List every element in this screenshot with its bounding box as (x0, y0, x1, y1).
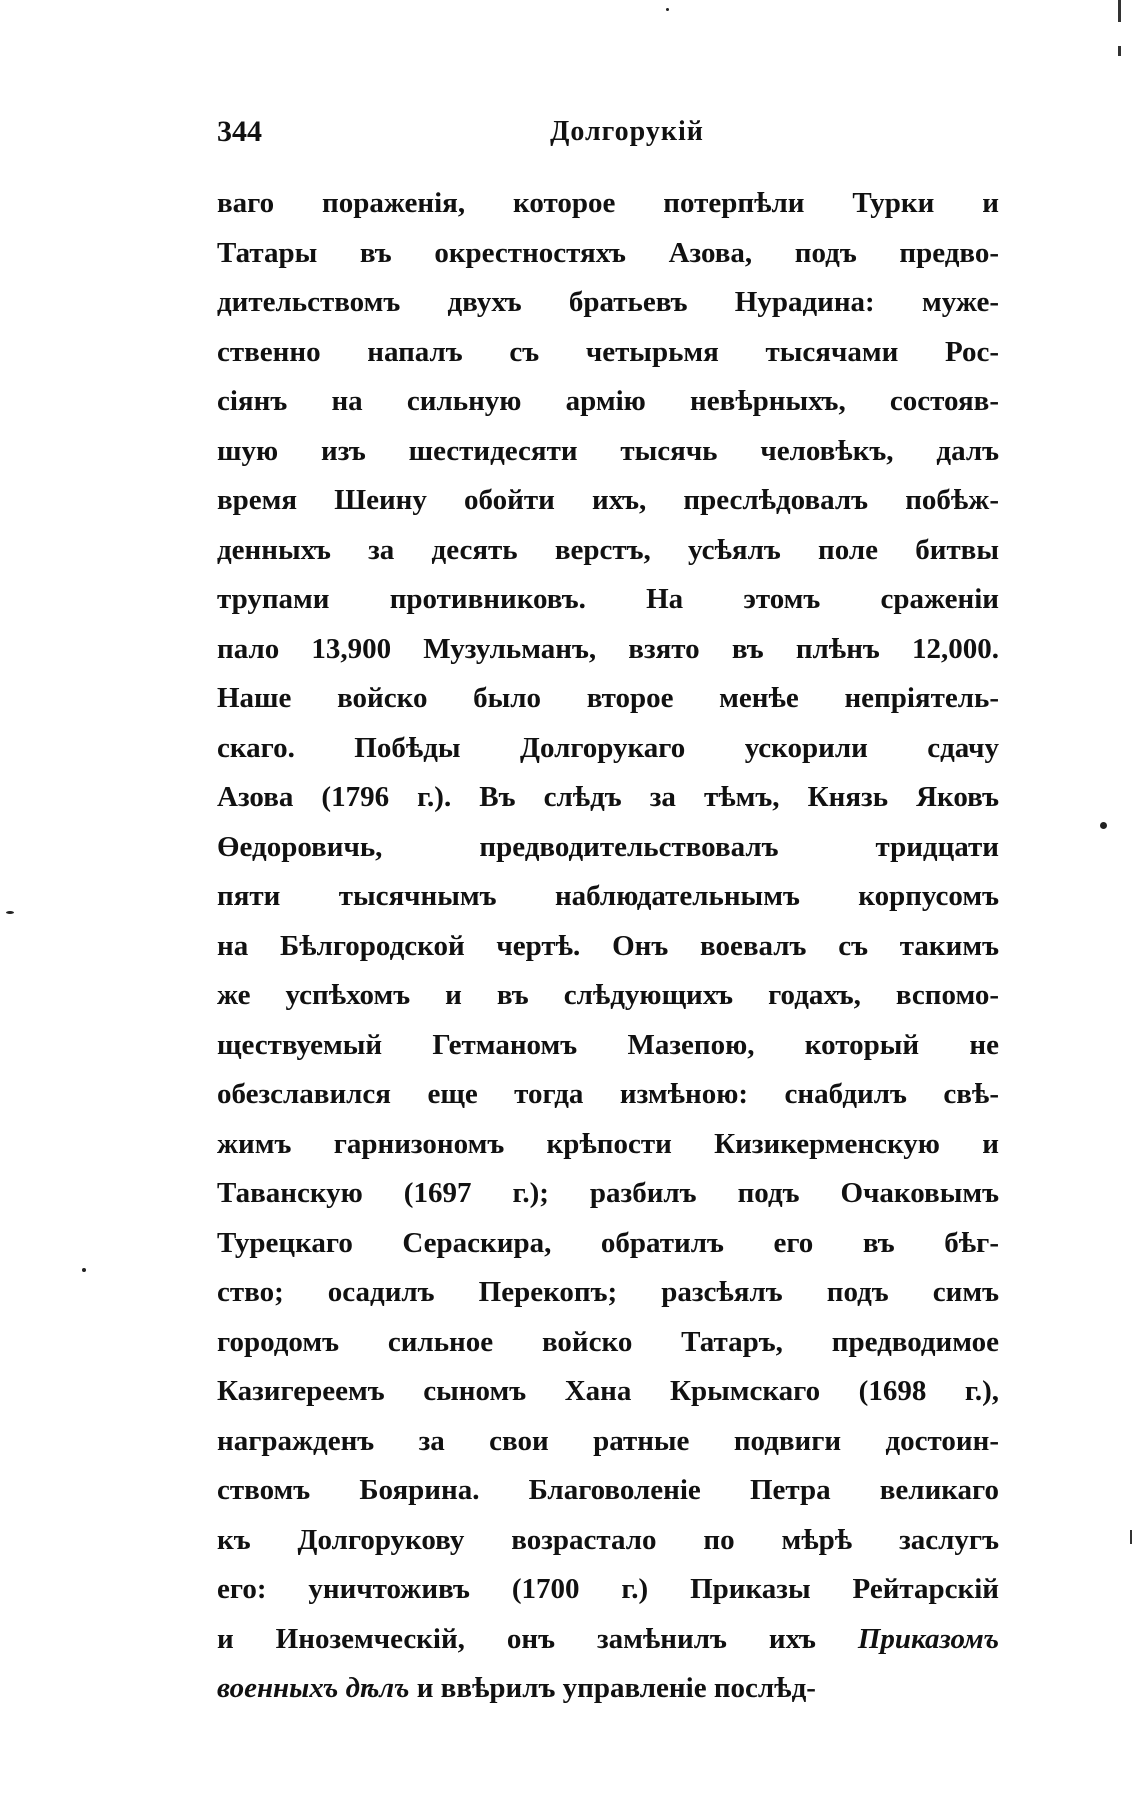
text-line: ществуемый Гетманомъ Мазепою, который не (217, 1028, 999, 1061)
text-line: ственно напалъ съ четырьмя тысячами Рос- (217, 335, 999, 368)
text-line: жимъ гарнизономъ крѣпости Кизикерменскую и (217, 1127, 999, 1160)
text-line: къ Долгорукову возрастало по мѣрѣ заслугъ (217, 1523, 999, 1556)
text-line: ваго пораженія, которое потерпѣли Турки и (217, 187, 999, 219)
text-line: Казигереемъ сыномъ Хана Крымскаго (1698 г.), (217, 1375, 999, 1407)
text-line: пало 13,900 Музульманъ, взято въ плѣнъ 12,000. (217, 632, 999, 665)
text-line: Турецкаго Сераскира, обратилъ его въ бѣг- (217, 1226, 999, 1259)
scan-speck (6, 911, 14, 914)
scan-edge-mark (1118, 0, 1121, 22)
text-line-mixed (217, 1664, 999, 1714)
page-number: 344 (217, 115, 262, 148)
text-line: Азова (1796 г.). Въ слѣдъ за тѣмъ, Князь Яковъ (217, 781, 999, 813)
italic-segment: Приказомъ (857, 1622, 999, 1655)
scan-speck (82, 1268, 86, 1272)
scan-speck (1100, 822, 1107, 829)
text-line: Өедоровичь, предводительствовалъ тридцати (217, 830, 999, 863)
text-line: награжденъ за свои ратные подвиги достоин- (217, 1424, 999, 1457)
text-line: Таванскую (1697 г.); разбилъ подъ Очаковымъ (217, 1177, 999, 1209)
text-line: время Шеину обойти ихъ, преслѣдовалъ побѣж- (217, 484, 999, 516)
body-text (217, 179, 999, 1714)
text-line: Татары въ окрестностяхъ Азова, подъ предво- (217, 236, 999, 269)
text-line: пяти тысячнымъ наблюдательнымъ корпусомъ (217, 880, 999, 912)
page-header (217, 112, 997, 152)
italic-segment: военныхъ дѣлъ (217, 1672, 410, 1704)
scan-edge-mark (1130, 1530, 1132, 1544)
text-segment: и ввѣрилъ управленіе послѣд- (416, 1672, 816, 1704)
text-line: ствомъ Боярина. Благоволеніе Петра великаго (217, 1474, 999, 1506)
text-segment: и Иноземческій, онъ замѣнилъ ихъ (217, 1622, 816, 1655)
text-line: скаго. Побѣды Долгорукаго ускорили сдачу (217, 731, 999, 764)
running-title: Долгорукій (550, 116, 704, 147)
text-line: трупами противниковъ. На этомъ сраженіи (217, 583, 999, 615)
text-line: шую изъ шестидесяти тысячь человѣкъ, далъ (217, 434, 999, 467)
scan-speck (666, 8, 669, 11)
text-line: обезславился еще тогда измѣною: снабдилъ свѣ- (217, 1078, 999, 1110)
text-line: на Бѣлгородской чертѣ. Онъ воевалъ съ такимъ (217, 929, 999, 962)
text-line: дительствомъ двухъ братьевъ Нурадина: муже- (217, 286, 999, 318)
text-line: сіянъ на сильную армію невѣрныхъ, состояв- (217, 385, 999, 417)
text-line-mixed (217, 1615, 999, 1665)
text-line: его: уничтоживъ (1700 г.) Приказы Рейтарскій (217, 1573, 999, 1605)
text-line: Наше войско было второе менѣе непріятель- (217, 682, 999, 714)
text-line: ство; осадилъ Перекопъ; разсѣялъ подъ симъ (217, 1276, 999, 1308)
text-line: городомъ сильное войско Татаръ, предводимое (217, 1325, 999, 1358)
scan-edge-mark (1118, 46, 1121, 56)
text-line: денныхъ за десять верстъ, усѣялъ поле битвы (217, 533, 999, 566)
text-line: же успѣхомъ и въ слѣдующихъ годахъ, вспомо- (217, 979, 999, 1011)
